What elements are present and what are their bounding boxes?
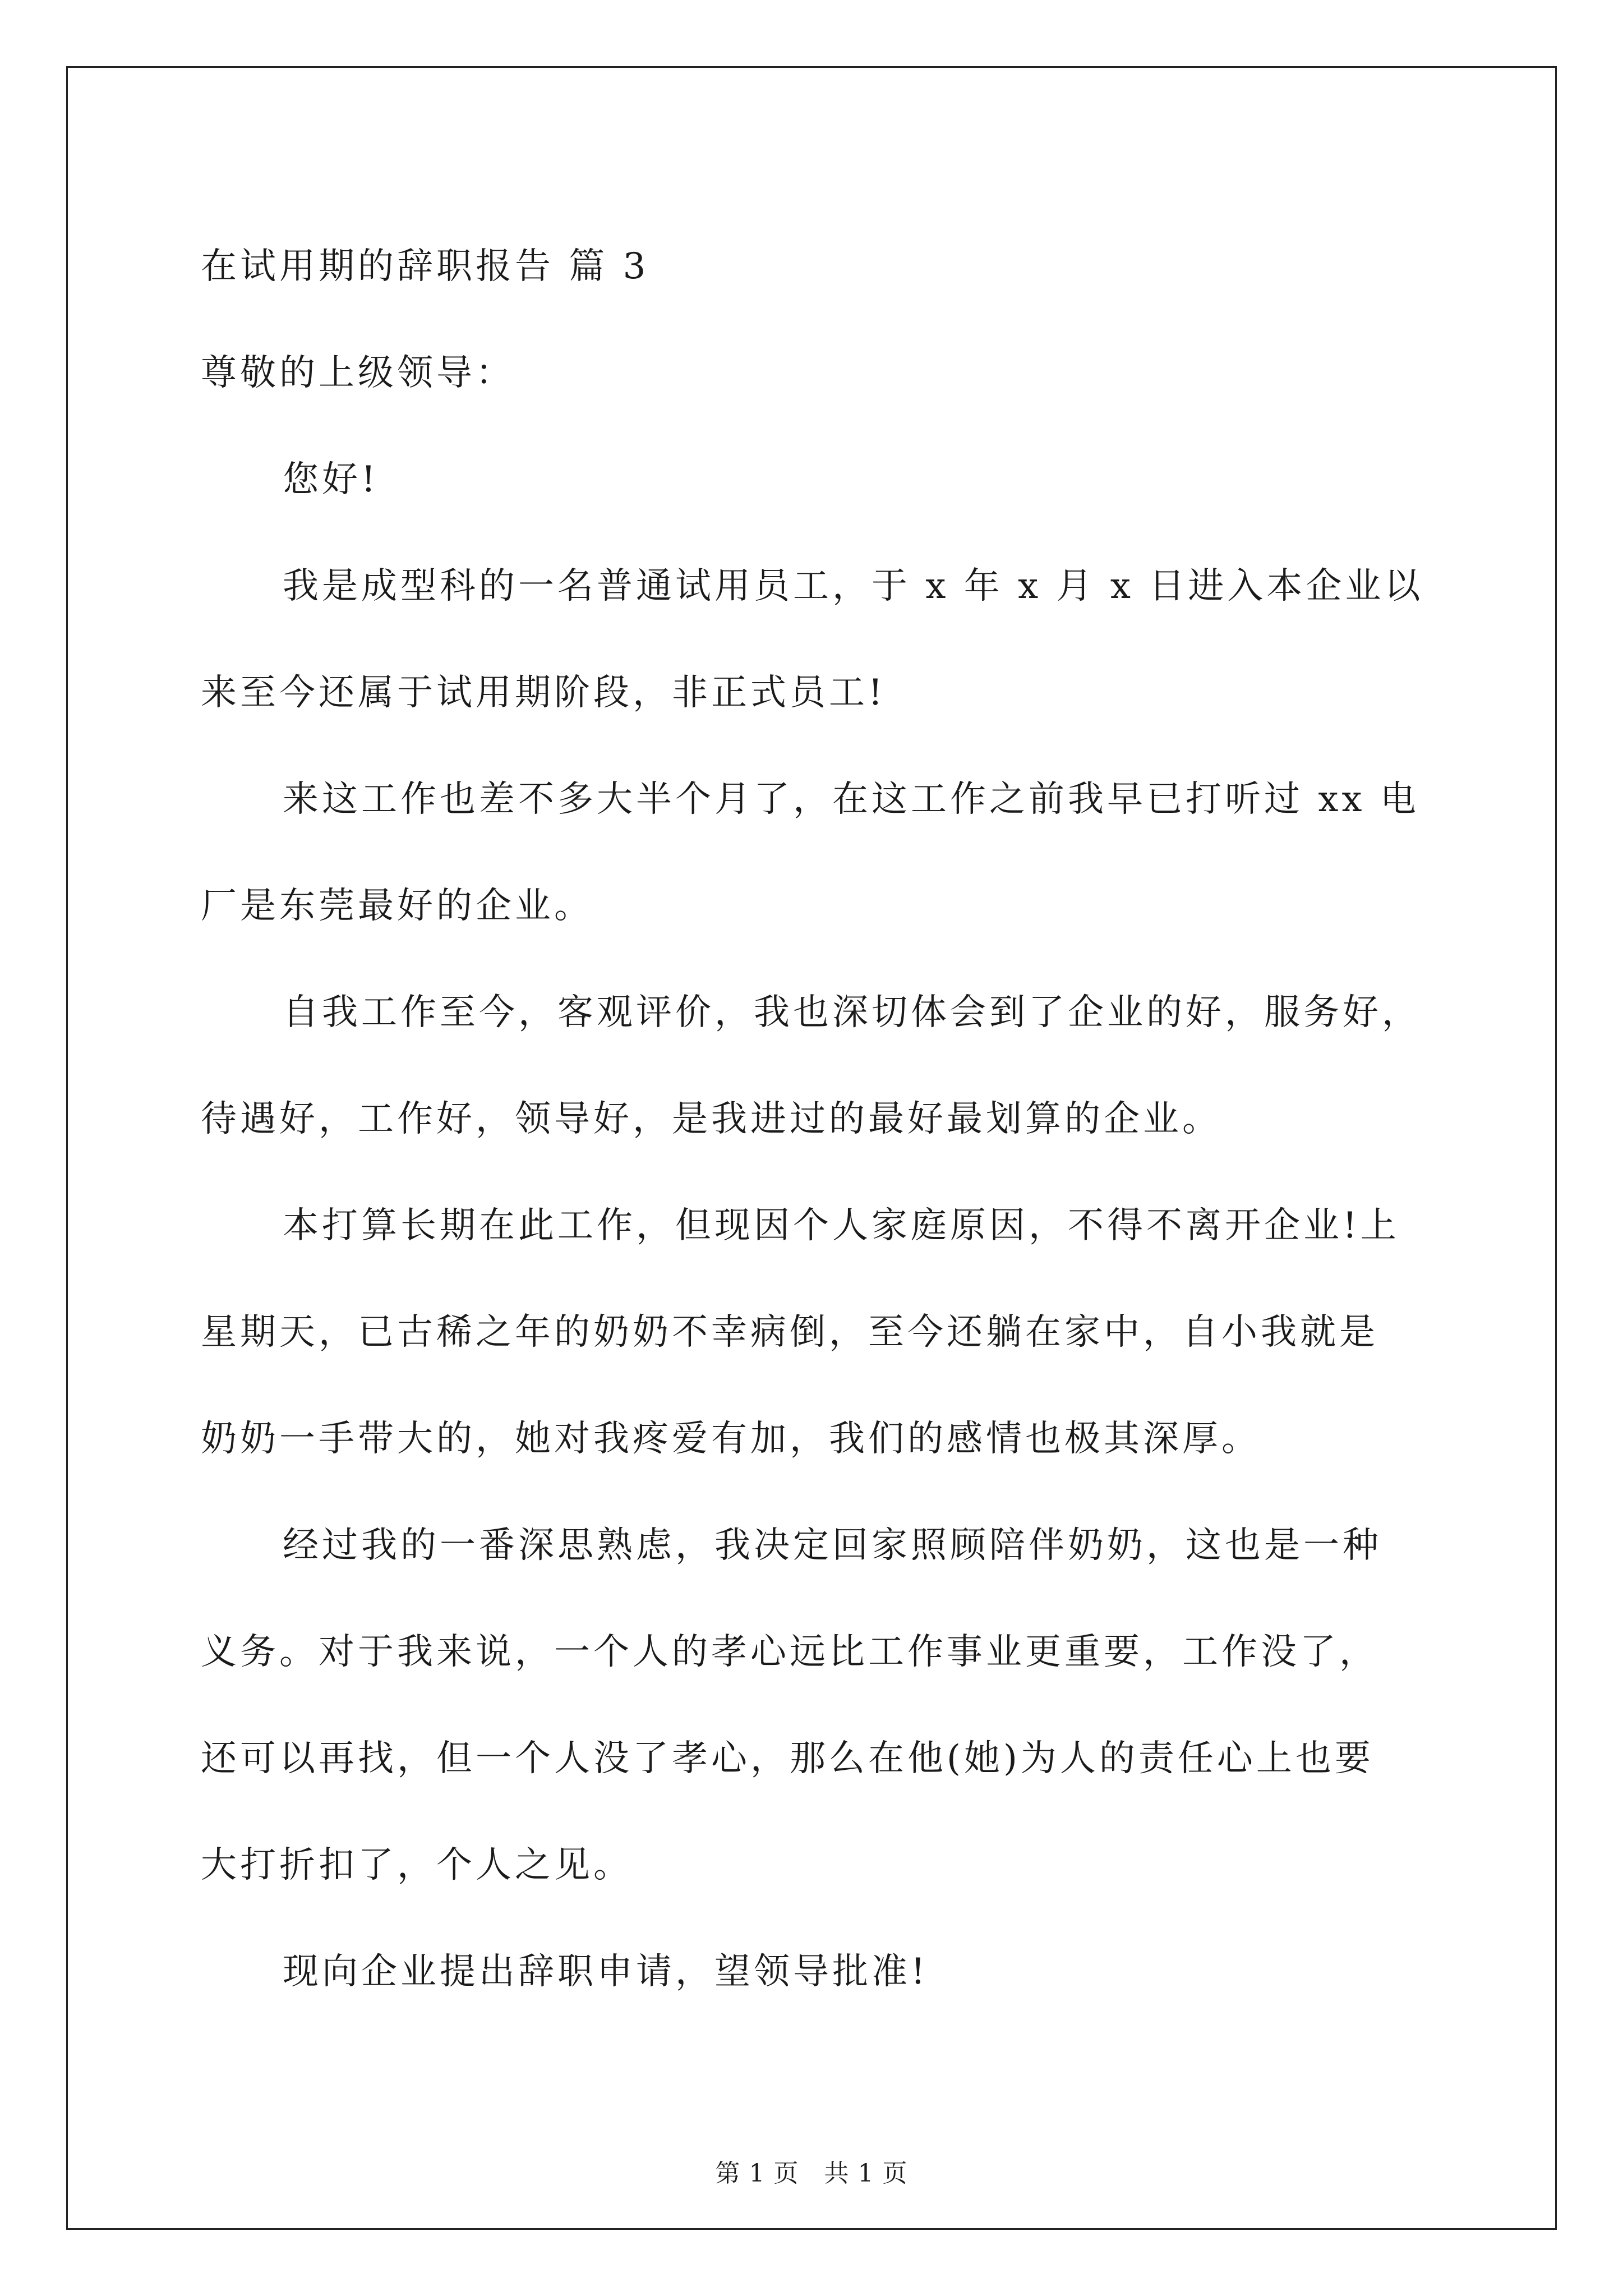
- footer-gap: [799, 2159, 824, 2188]
- body-line: 厂是东莞最好的企业。: [201, 885, 593, 927]
- page-total: 共 1 页: [824, 2159, 908, 2188]
- body-line: 现向企业提出辞职申请，望领导批准!: [283, 1951, 929, 1993]
- document-title: 在试用期的辞职报告 篇 3: [201, 246, 649, 287]
- body-line: 来至今还属于试用期阶段，非正式员工!: [201, 672, 886, 714]
- body-line: 来这工作也差不多大半个月了，在这工作之前我早已打听过 xx 电: [283, 779, 1419, 820]
- body-line: 我是成型科的一名普通试用员工，于 x 年 x 月 x 日进入本企业以: [283, 565, 1424, 607]
- body-line: 本打算长期在此工作，但现因个人家庭原因，不得不离开企业!上: [283, 1205, 1400, 1246]
- body-line: 星期天，已古稀之年的奶奶不幸病倒，至今还躺在家中，自小我就是: [201, 1312, 1378, 1353]
- page-number: 第 1 页: [715, 2159, 799, 2188]
- body-line: 您好!: [283, 459, 379, 500]
- body-line: 经过我的一番深思熟虑，我决定回家照顾陪伴奶奶，这也是一种: [283, 1525, 1382, 1566]
- body-line: 待遇好，工作好，领导好，是我进过的最好最划算的企业。: [201, 1098, 1221, 1140]
- body-line: 奶奶一手带大的，她对我疼爱有加，我们的感情也极其深厚。: [201, 1418, 1261, 1460]
- body-line: 还可以再找，但一个人没了孝心，那么在他(她)为人的责任心上也要: [201, 1738, 1374, 1779]
- document-body: [201, 213, 1435, 2025]
- body-line: 自我工作至今，客观评价，我也深切体会到了企业的好，服务好，: [283, 992, 1421, 1033]
- body-line: 义务。对于我来说，一个人的孝心远比工作事业更重要，工作没了，: [201, 1631, 1378, 1673]
- salutation: 尊敬的上级领导：: [201, 352, 515, 394]
- body-line: 大打折扣了，个人之见。: [201, 1844, 633, 1886]
- page-footer: [0, 2157, 1623, 2191]
